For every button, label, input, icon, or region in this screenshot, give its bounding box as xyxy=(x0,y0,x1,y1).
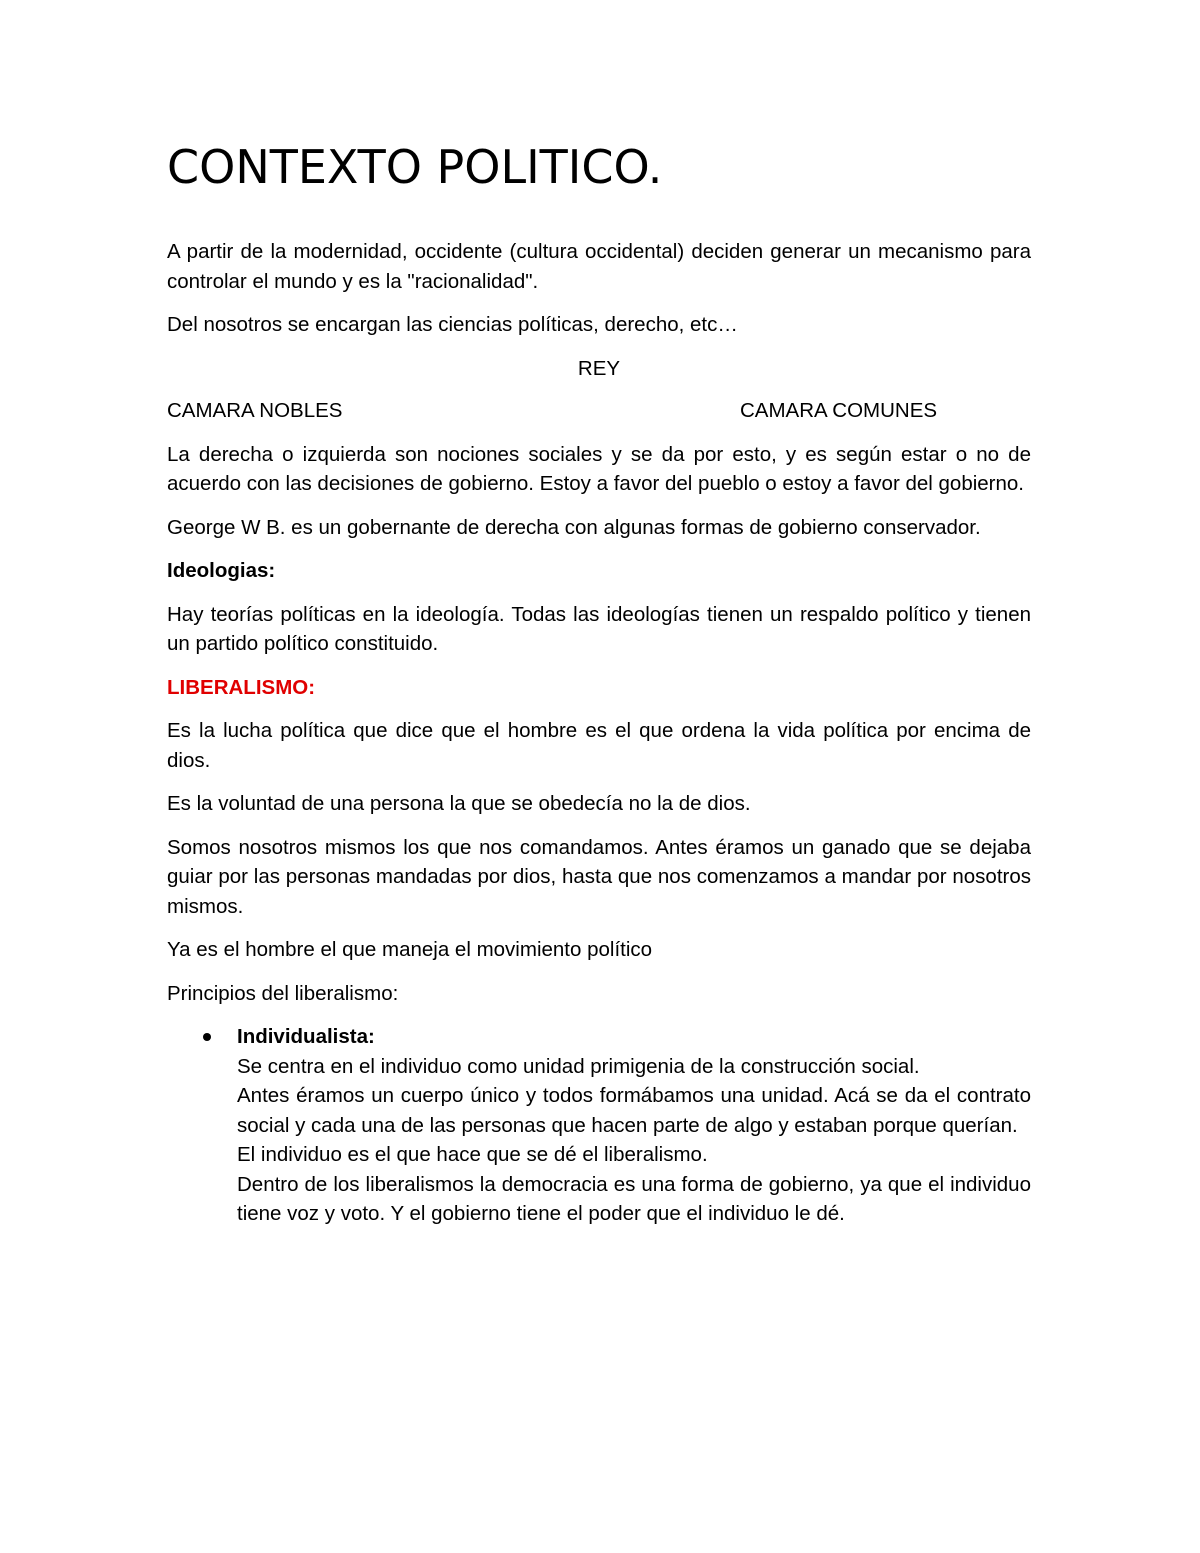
ideologias-paragraph: Hay teorías políticas en la ideología. Todas las ideologías tienen un respaldo político y tienen un partido político constituido. xyxy=(167,602,1031,656)
principle-heading: Individualista: xyxy=(237,1025,375,1049)
intro-paragraph-2: Del nosotros se encargan las ciencias políticas, derecho, etc… xyxy=(167,313,738,337)
george-paragraph: George W B. es un gobernante de derecha con algunas formas de gobierno conservador. xyxy=(167,515,981,539)
principle-line: Se centra en el individuo como unidad primigenia de la construcción social. xyxy=(237,1054,920,1078)
liberalismo-paragraph-1: Es la lucha política que dice que el hombre es el que ordena la vida política por encima de dios. xyxy=(167,719,1031,772)
document-page xyxy=(167,140,1031,1229)
list-item xyxy=(167,1022,1031,1229)
liberalismo-paragraph-3: Somos nosotros mismos los que nos comandamos. Antes éramos un ganado que se dejaba guiar por las personas mandadas por dios, hasta que nos comenzamos a mandar por nosotros mismos. xyxy=(167,835,1031,918)
principios-label: Principios del liberalismo: xyxy=(167,981,399,1005)
principle-line: Dentro de los liberalismos la democracia es una forma de gobierno, ya que el individuo tiene voz y voto. Y el gobierno tiene el poder que el individuo le dé. xyxy=(237,1172,1031,1226)
ideologias-heading: Ideologias: xyxy=(167,559,276,583)
liberalismo-heading: LIBERALISMO: xyxy=(167,675,316,699)
diagram-rey: REY xyxy=(577,356,621,380)
liberalismo-paragraph-4: Ya es el hombre el que maneja el movimiento político xyxy=(167,938,653,962)
diagram-camara-nobles: CAMARA NOBLES xyxy=(167,399,343,423)
principle-line: Antes éramos un cuerpo único y todos formábamos una unidad. Acá se da el contrato social y cada una de las personas que hacen parte de algo y estaban porque querían. xyxy=(237,1084,1031,1137)
diagram-chambers xyxy=(167,396,1031,426)
intro-paragraph: A partir de la modernidad, occidente (cultura occidental) deciden generar un mecanismo para controlar el mundo y es la "racionalidad". xyxy=(167,240,1031,293)
principle-line: El individuo es el que hace que se dé el liberalismo. xyxy=(237,1143,708,1167)
bullet-icon xyxy=(203,1033,211,1041)
principles-list xyxy=(167,1022,1031,1229)
derecha-paragraph: La derecha o izquierda son nociones sociales y se da por esto, y es según estar o no de acuerdo con las decisiones de gobierno. Estoy a favor del pueblo o estoy a favor del gobierno. xyxy=(167,442,1031,496)
liberalismo-paragraph-2: Es la voluntad de una persona la que se obedecía no la de dios. xyxy=(167,792,751,816)
page-title: CONTEXTO POLITICO. xyxy=(167,140,663,194)
diagram-camara-comunes: CAMARA COMUNES xyxy=(740,399,938,423)
